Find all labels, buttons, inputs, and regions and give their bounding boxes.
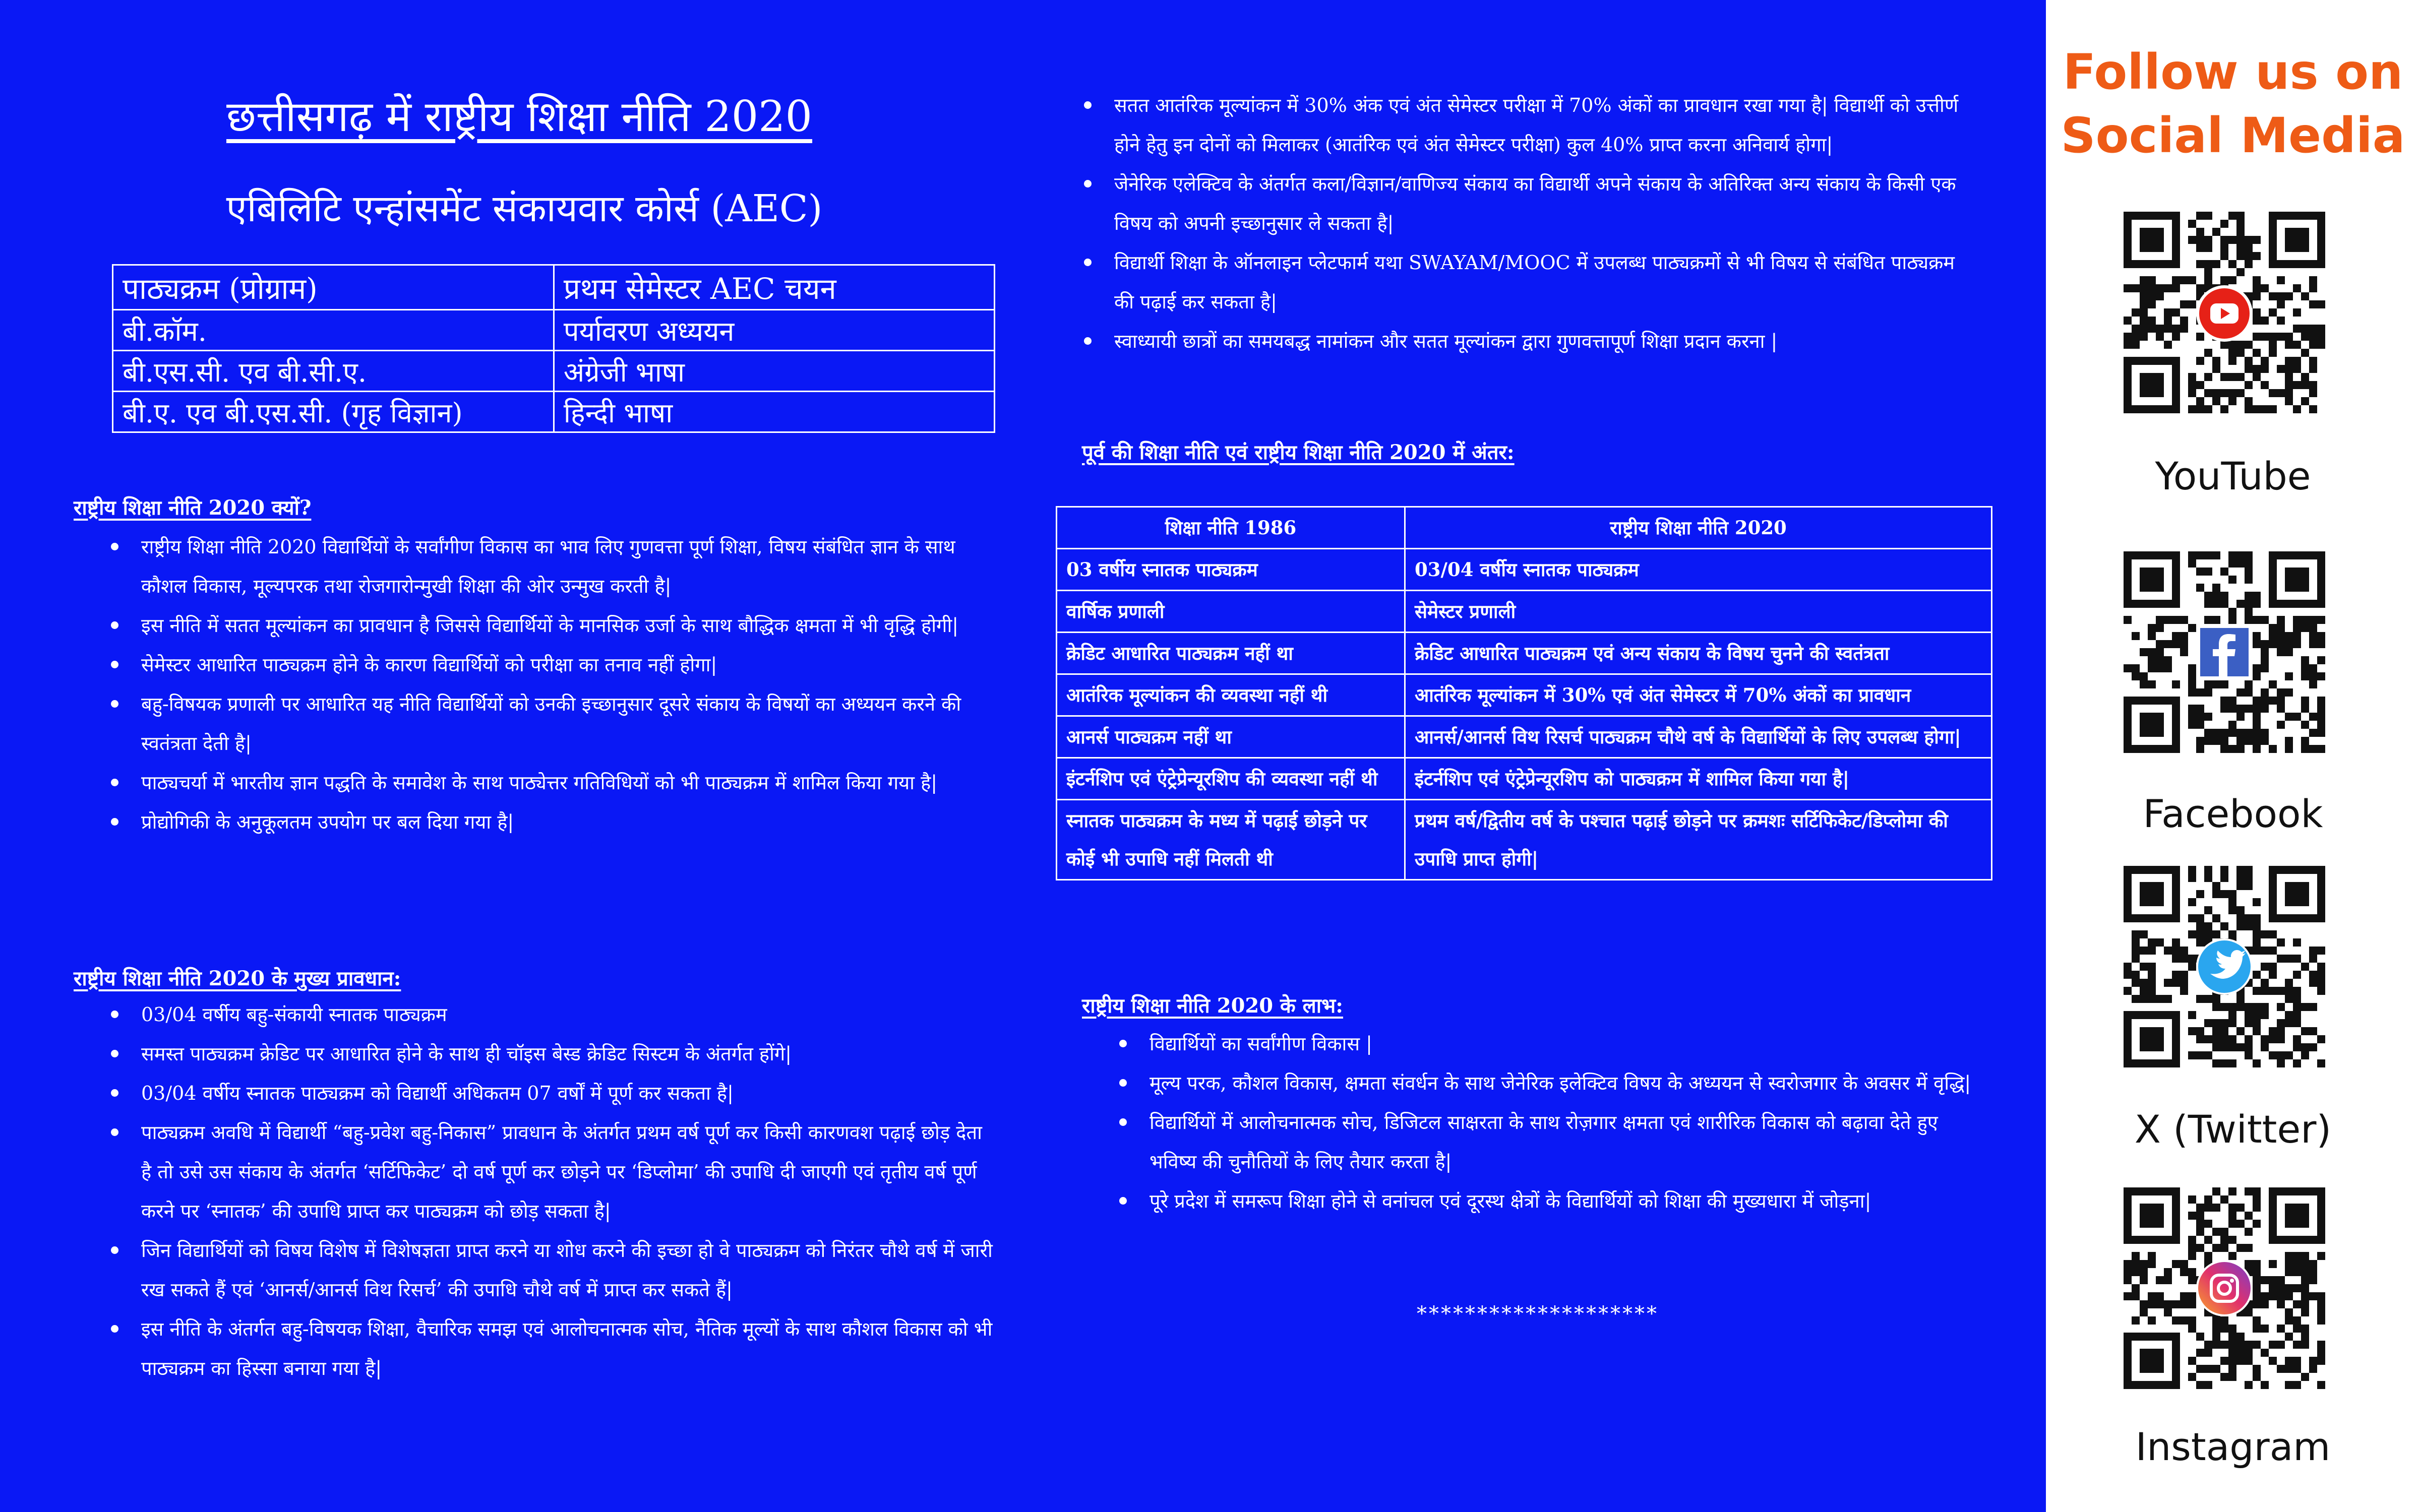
- list-item: बहु-विषयक प्रणाली पर आधारित यह नीति विद्यार्थियों को उनकी इच्छानुसार दूसरे संकाय के विषयों का अध्ययन करने की स्वतंत्रता देती है|: [141, 684, 996, 763]
- comparison-cell: आनर्स पाठ्यक्रम नहीं था: [1057, 716, 1405, 758]
- aec-table-header: [113, 265, 995, 310]
- comparison-cell: क्रेडिट आधारित पाठ्यक्रम नहीं था: [1057, 633, 1405, 674]
- list-item: सेमेस्टर आधारित पाठ्यक्रम होने के कारण विद्यार्थियों को परीक्षा का तनाव नहीं होगा|: [141, 645, 996, 684]
- benefits-list: [1082, 1024, 1971, 1221]
- provisions-heading: राष्ट्रीय शिक्षा नीति 2020 के मुख्य प्रावधान:: [74, 967, 401, 990]
- list-item: विद्यार्थी शिक्षा के ऑनलाइन प्लेटफार्म यथा SWAYAM/MOOC में उपलब्ध पाठ्यक्रमों से भी विषय से संबंधित पाठ्यक्रम की पढ़ाई कर सकता है|: [1114, 243, 1971, 322]
- provisions-list: [74, 995, 996, 1388]
- table-row: [1057, 716, 1992, 758]
- comparison-cell: स्नातक पाठ्यक्रम के मध्य में पढ़ाई छोड़ने पर कोई भी उपाधि नहीं मिलती थी: [1057, 800, 1405, 880]
- why-section: [74, 527, 996, 842]
- right-bullets-list: [1084, 86, 1971, 361]
- instagram-icon: [2195, 1259, 2254, 1317]
- comparison-cell: 03/04 वर्षीय स्नातक पाठ्यक्रम: [1405, 549, 1991, 591]
- list-item: इस नीति के अंतर्गत बहु-विषयक शिक्षा, वैचारिक समझ एवं आलोचनात्मक सोच, नैतिक मूल्यों के साथ कौशल विकास को भी पाठ्यक्रम का हिस्सा बनाया गया है|: [141, 1309, 996, 1388]
- list-item: जिन विद्यार्थियों को विषय विशेष में विशेषज्ञता प्राप्त करने या शोध करने की इच्छा हो वे पाठ्यक्रम को निरंतर चौथे वर्ष में जारी रख सकते हैं एवं ‘आनर्स/आनर्स विथ रिसर्च’ की उपाधि चौथे वर्ष में प्राप्त कर सकते हैं|: [141, 1231, 996, 1309]
- list-item: स्वाध्यायी छात्रों का समयबद्ध नामांकन और सतत मूल्यांकन द्वारा गुणवत्तापूर्ण शिक्षा प्रदान करना |: [1114, 322, 1971, 361]
- comparison-cell: आतंरिक मूल्यांकन की व्यवस्था नहीं थी: [1057, 674, 1405, 716]
- comparison-cell: आतंरिक मूल्यांकन में 30% एवं अंत सेमेस्टर में 70% अंकों का प्रावधान: [1405, 674, 1991, 716]
- benefits-section: [1082, 1024, 1971, 1221]
- list-item: पाठ्यक्रम अवधि में विद्यार्थी “बहु-प्रवेश बहु-निकास” प्रावधान के अंतर्गत प्रथम वर्ष पूर्ण कर किसी कारणवश पढ़ाई छोड़ देता है तो उसे उस संकाय के अंतर्गत ‘सर्टिफिकेट’ दो वर्ष पूर्ण कर छोड़ने पर ‘डिप्लोमा’ की उपाधि दी जाएगी एवं तृतीय वर्ष पूर्ण करने पर ‘स्नातक’ की उपाधि प्राप्त कर पाठ्यक्रम को छोड़ सकता है|: [141, 1113, 996, 1231]
- youtube-icon: [2195, 284, 2254, 343]
- aec-table: [112, 264, 995, 433]
- aec-cell: पर्यावरण अध्ययन: [554, 310, 994, 351]
- instagram-label: Instagram: [2135, 1424, 2331, 1469]
- comparison-table: [1056, 506, 1992, 880]
- list-item: 03/04 वर्षीय स्नातक पाठ्यक्रम को विद्यार्थी अधिकतम 07 वर्षों में पूर्ण कर सकता है|: [141, 1074, 996, 1113]
- why-heading: राष्ट्रीय शिक्षा नीति 2020 क्यों?: [74, 496, 312, 520]
- social-sidebar: [2046, 0, 2420, 1512]
- page-title: छत्तीसगढ़ में राष्ट्रीय शिक्षा नीति 2020: [226, 92, 813, 141]
- comparison-cell: वार्षिक प्रणाली: [1057, 591, 1405, 633]
- social-heading: Follow us on Social Media: [2061, 44, 2405, 164]
- comparison-cell: 03 वर्षीय स्नातक पाठ्यक्रम: [1057, 549, 1405, 591]
- table-row: [113, 392, 995, 432]
- youtube-label: YouTube: [2155, 454, 2311, 498]
- comparison-heading: पूर्व की शिक्षा नीति एवं राष्ट्रीय शिक्षा नीति 2020 में अंतर:: [1082, 440, 1515, 464]
- comparison-cell: इंटर्नशिप एवं एंट्रेप्रेन्यूरशिप की व्यवस्था नहीं थी: [1057, 758, 1405, 800]
- comparison-header-old: शिक्षा नीति 1986: [1057, 507, 1405, 549]
- list-item: 03/04 वर्षीय बहु-संकायी स्नातक पाठ्यक्रम: [141, 995, 996, 1034]
- aec-cell: बी.एस.सी. एव बी.सी.ए.: [113, 351, 554, 392]
- comparison-cell: प्रथम वर्ष/द्वितीय वर्ष के पश्चात पढ़ाई छोड़ने पर क्रमशः सर्टिफिकेट/डिप्लोमा की उपाधि प्राप्त होगी|: [1405, 800, 1991, 880]
- list-item: सतत आतंरिक मूल्यांकन में 30% अंक एवं अंत सेमेस्टर परीक्षा में 70% अंकों का प्रावधान रखा गया है| विद्यार्थी को उत्तीर्ण होने हेतु इन दोनों को मिलाकर (आतंरिक एवं अंत सेमेस्टर परीक्षा) कुल 40% प्राप्त करना अनिवार्य होगा|: [1114, 86, 1971, 164]
- list-item: राष्ट्रीय शिक्षा नीति 2020 विद्यार्थियों के सर्वांगीण विकास का भाव लिए गुणवत्ता पूर्ण शिक्षा, विषय संबंधित ज्ञान के साथ कौशल विकास, मूल्यपरक तथा रोजगारोन्मुखी शिक्षा की ओर उन्मुख करती है|: [141, 527, 996, 606]
- list-item: इस नीति में सतत मूल्यांकन का प्रावधान है जिससे विद्यार्थियों के मानसिक उर्जा के साथ बौद्धिक क्षमता में भी वृद्धि होगी|: [141, 606, 996, 645]
- comparison-header: [1057, 507, 1992, 549]
- table-row: [113, 351, 995, 392]
- list-item: विद्यार्थियों में आलोचनात्मक सोच, डिजिटल साक्षरता के साथ रोज़गार क्षमता एवं शारीरिक विकास को बढ़ावा देते हुए भविष्य की चुनौतियों के लिए तैयार करता है|: [1150, 1103, 1971, 1181]
- closing-stars: ********************: [1417, 1302, 1659, 1326]
- comparison-cell: आनर्स/आनर्स विथ रिसर्च पाठ्यक्रम चौथे वर्ष के विद्यार्थियों के लिए उपलब्ध होगा|: [1405, 716, 1991, 758]
- twitter-label: X (Twitter): [2134, 1107, 2332, 1152]
- facebook-label: Facebook: [2143, 791, 2323, 836]
- comparison-header-new: राष्ट्रीय शिक्षा नीति 2020: [1405, 507, 1991, 549]
- list-item: पूरे प्रदेश में समरूप शिक्षा होने से वनांचल एवं दूरस्थ क्षेत्रों के विद्यार्थियों को शिक्षा की मुख्यधारा में जोड़ना|: [1150, 1181, 1971, 1221]
- table-row: [1057, 800, 1992, 880]
- list-item: प्रोद्योगिकी के अनुकूलतम उपयोग पर बल दिया गया है|: [141, 802, 996, 842]
- benefits-heading: राष्ट्रीय शिक्षा नीति 2020 के लाभ:: [1082, 994, 1344, 1018]
- why-list: [74, 527, 996, 842]
- provisions-section: [74, 995, 996, 1388]
- comparison-cell: क्रेडिट आधारित पाठ्यक्रम एवं अन्य संकाय के विषय चुनने की स्वतंत्रता: [1405, 633, 1991, 674]
- aec-subtitle: एबिलिटि एन्हांसमेंट संकायवार कोर्स (AEC): [226, 187, 823, 230]
- aec-cell: अंग्रेजी भाषा: [554, 351, 994, 392]
- table-row: [1057, 674, 1992, 716]
- comparison-cell: सेमेस्टर प्रणाली: [1405, 591, 1991, 633]
- table-row: [1057, 591, 1992, 633]
- list-item: मूल्य परक, कौशल विकास, क्षमता संवर्धन के साथ जेनेरिक इलेक्टिव विषय के अध्ययन से स्वरोजगार के अवसर में वृद्धि|: [1150, 1063, 1971, 1103]
- right-bullets-section: [1084, 86, 1971, 361]
- table-row: [1057, 758, 1992, 800]
- facebook-icon: [2195, 623, 2254, 681]
- list-item: समस्त पाठ्यक्रम क्रेडिट पर आधारित होने के साथ ही चॉइस बेस्ड क्रेडिट सिस्टम के अंतर्गत होंगे|: [141, 1034, 996, 1074]
- table-row: [1057, 633, 1992, 674]
- aec-header-program: पाठ्यक्रम (प्रोग्राम): [113, 265, 554, 310]
- aec-cell: बी.कॉम.: [113, 310, 554, 351]
- aec-cell: हिन्दी भाषा: [554, 392, 994, 432]
- twitter-icon: [2195, 937, 2254, 996]
- aec-cell: बी.ए. एव बी.एस.सी. (गृह विज्ञान): [113, 392, 554, 432]
- list-item: जेनेरिक एलेक्टिव के अंतर्गत कला/विज्ञान/वाणिज्य संकाय का विद्यार्थी अपने संकाय के अतिरिक्त अन्य संकाय के किसी एक विषय को अपनी इच्छानुसार ले सकता है|: [1114, 164, 1971, 243]
- list-item: विद्यार्थियों का सर्वांगीण विकास |: [1150, 1024, 1971, 1063]
- table-row: [1057, 549, 1992, 591]
- aec-header-selection: प्रथम सेमेस्टर AEC चयन: [554, 265, 994, 310]
- table-row: [113, 310, 995, 351]
- comparison-cell: इंटर्नशिप एवं एंट्रेप्रेन्यूरशिप को पाठ्यक्रम में शामिल किया गया है|: [1405, 758, 1991, 800]
- list-item: पाठ्यचर्या में भारतीय ज्ञान पद्धति के समावेश के साथ पाठ्येत्तर गतिविधियों को भी पाठ्यक्रम में शामिल किया गया है|: [141, 763, 996, 802]
